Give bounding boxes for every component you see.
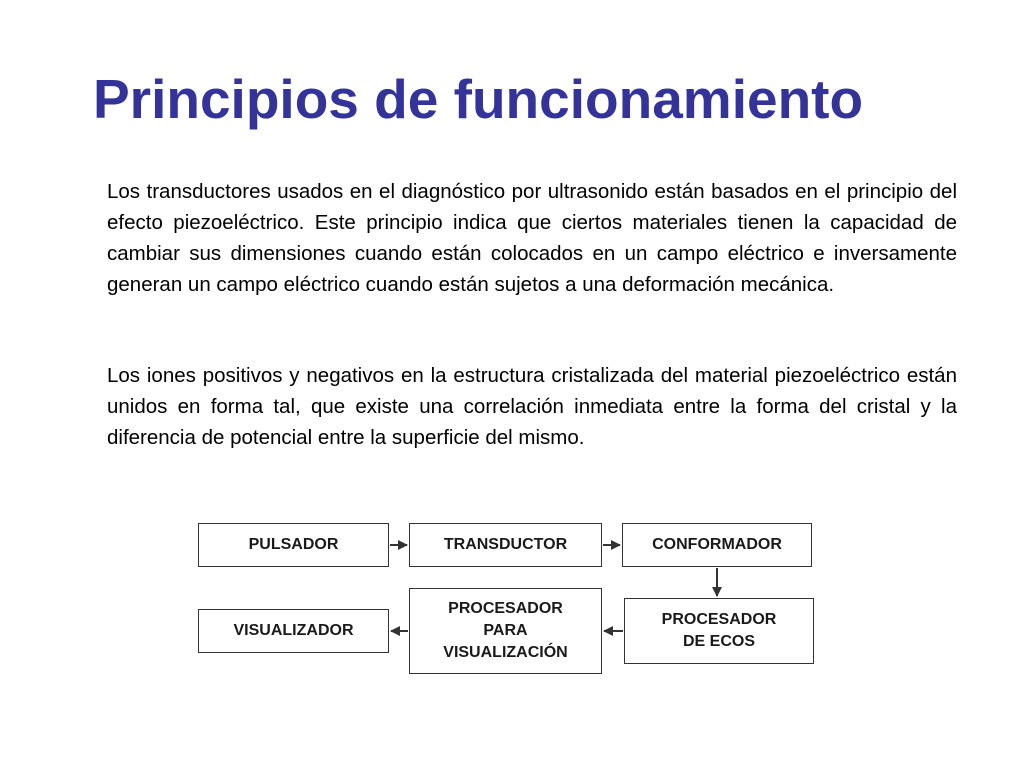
node-visualizador: VISUALIZADOR	[198, 609, 389, 653]
node-procesador-para-visualizacion: PROCESADOR PARA VISUALIZACIÓN	[409, 588, 602, 674]
slide-title: Principios de funcionamiento	[93, 68, 864, 130]
node-procesador-de-ecos: PROCESADOR DE ECOS	[624, 598, 814, 664]
node-pulsador: PULSADOR	[198, 523, 389, 567]
node-transductor: TRANSDUCTOR	[409, 523, 602, 567]
node-conformador: CONFORMADOR	[622, 523, 812, 567]
paragraph-crystal-structure: Los iones positivos y negativos en la estructura cristalizada del material piezoeléctrico están unidos en forma tal, que existe una correlación inmediata entre la forma del cristal y la diferencia de potencial entre la superficie del mismo.	[107, 364, 957, 449]
paragraph-piezoelectric-principle: Los transductores usados en el diagnóstico por ultrasonido están basados en el principio del efecto piezoeléctrico. Este principio indica que ciertos materiales tienen la capacidad de cambiar sus dimensiones cuando están colocados en un campo eléctrico e inversamente generan un campo eléctrico cuando están sujetos a una deformación mecánica.	[107, 180, 957, 296]
